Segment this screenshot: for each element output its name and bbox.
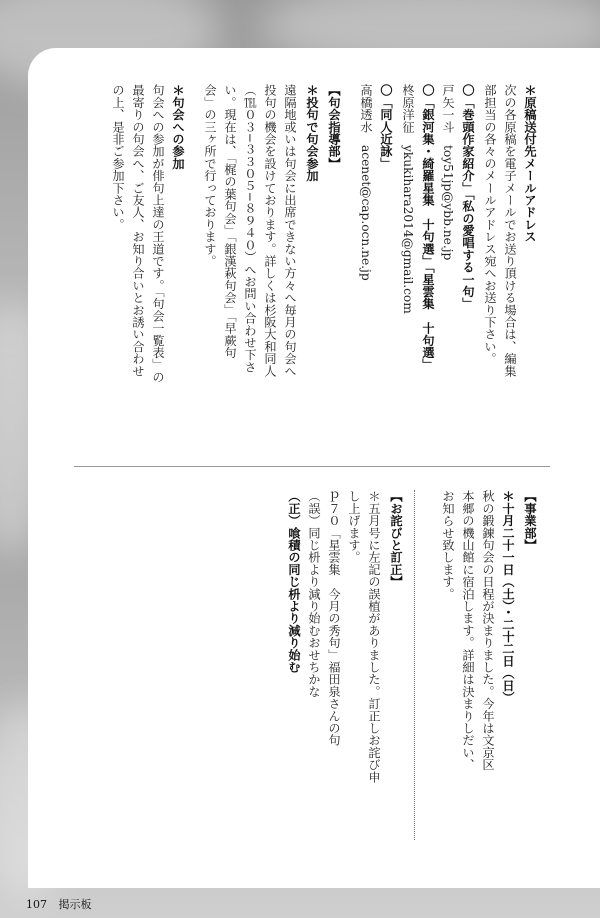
- bottom-text-column-2: ＊十月二十一日（土）・二十二日（日）: [501, 490, 515, 704]
- page-footer: [26, 896, 92, 912]
- section-title: 掲示板: [58, 898, 92, 911]
- top-text-column-13: 投句の機会を設けております。詳しくは杉阪大和同人: [263, 84, 277, 377]
- top-text-column-8: 〇「同人近詠」: [379, 84, 393, 170]
- bottom-text-column-9: ｐ７０「星雲集 今月の秀句」福田泉さんの句: [327, 490, 341, 747]
- top-text-column-20: の上、是非ご参加下さい。: [111, 84, 125, 231]
- top-text-column-15: い。現在は、「梶の葉句会」「銀漢萩句会」「早蕨句: [223, 84, 237, 359]
- top-text-column-6: 〇「銀河集・綺羅星集 十句選」「星雲集 十句選」: [421, 84, 435, 371]
- bottom-text-column-10: （誤）同じ枡より減り始むおせちかな: [307, 490, 321, 698]
- bottom-text-column-4: 本郷の機山館に宿泊します。詳細は決まりしだい、: [461, 490, 475, 771]
- top-text-column-1: ＊原稿送付先メールアドレス: [523, 84, 537, 243]
- top-text-column-17: ＊句会への参加: [171, 84, 185, 170]
- top-text-column-9: 高橋透水 acenet@cap.ocn.ne.jp: [359, 84, 373, 281]
- top-text-column-10: 【句会指導部】: [327, 84, 341, 170]
- top-text-column-16: 会」の三ヶ所で行っております。: [203, 84, 217, 267]
- top-text-column-11: ＊投句で句会参加: [305, 84, 319, 182]
- bottom-text-column-1: 【事業部】: [523, 490, 537, 551]
- top-text-column-7: 柊原洋征 ykukihara2014@gmail.com: [401, 84, 415, 314]
- top-text-column-2: 次の各原稿を電子メールでお送り頂ける場合は、編集: [503, 84, 517, 377]
- bottom-text-column-11: （正）喰積の同じ枡より減り始む: [287, 490, 301, 673]
- top-text-column-18: 句会への参加が俳句上達の王道です。「句会一覧表」の: [151, 84, 165, 383]
- top-text-column-5: 戸矢一斗 toy51jp@ybb.ne.jp: [441, 84, 455, 261]
- dotted-divider: [414, 490, 415, 840]
- bottom-text-column-7: ＊五月号に左記の誤植がありました。訂正しお詫び申: [367, 490, 381, 783]
- bottom-text-column-8: し上げます。: [347, 490, 361, 564]
- top-text-column-19: 最寄りの句会へ、ご友人、お知り合いとお誘い合わせ: [131, 84, 145, 377]
- top-text-column-12: 遠隔地或いは句会に出席できない方々へ毎月の句会へ: [283, 84, 297, 377]
- top-text-column-14: （℡０３−３３０５−８９４０）へお問い合わせ下さ: [243, 84, 257, 373]
- bottom-text-column-5: お知らせ致します。: [441, 490, 455, 600]
- bottom-text-column-3: 秋の鍛錬句会の日程が決まりました。今年は文京区: [481, 490, 495, 771]
- bottom-text-column-6: 【お詫びと訂正】: [389, 490, 403, 588]
- section-divider: [74, 466, 550, 467]
- top-text-column-4: 〇「巻頭作家紹介」「私の愛唱する一句」: [461, 84, 475, 310]
- top-text-column-3: 部担当の各々のメールアドレス宛へお送り下さい。: [483, 84, 497, 365]
- page-number: 107: [26, 898, 47, 911]
